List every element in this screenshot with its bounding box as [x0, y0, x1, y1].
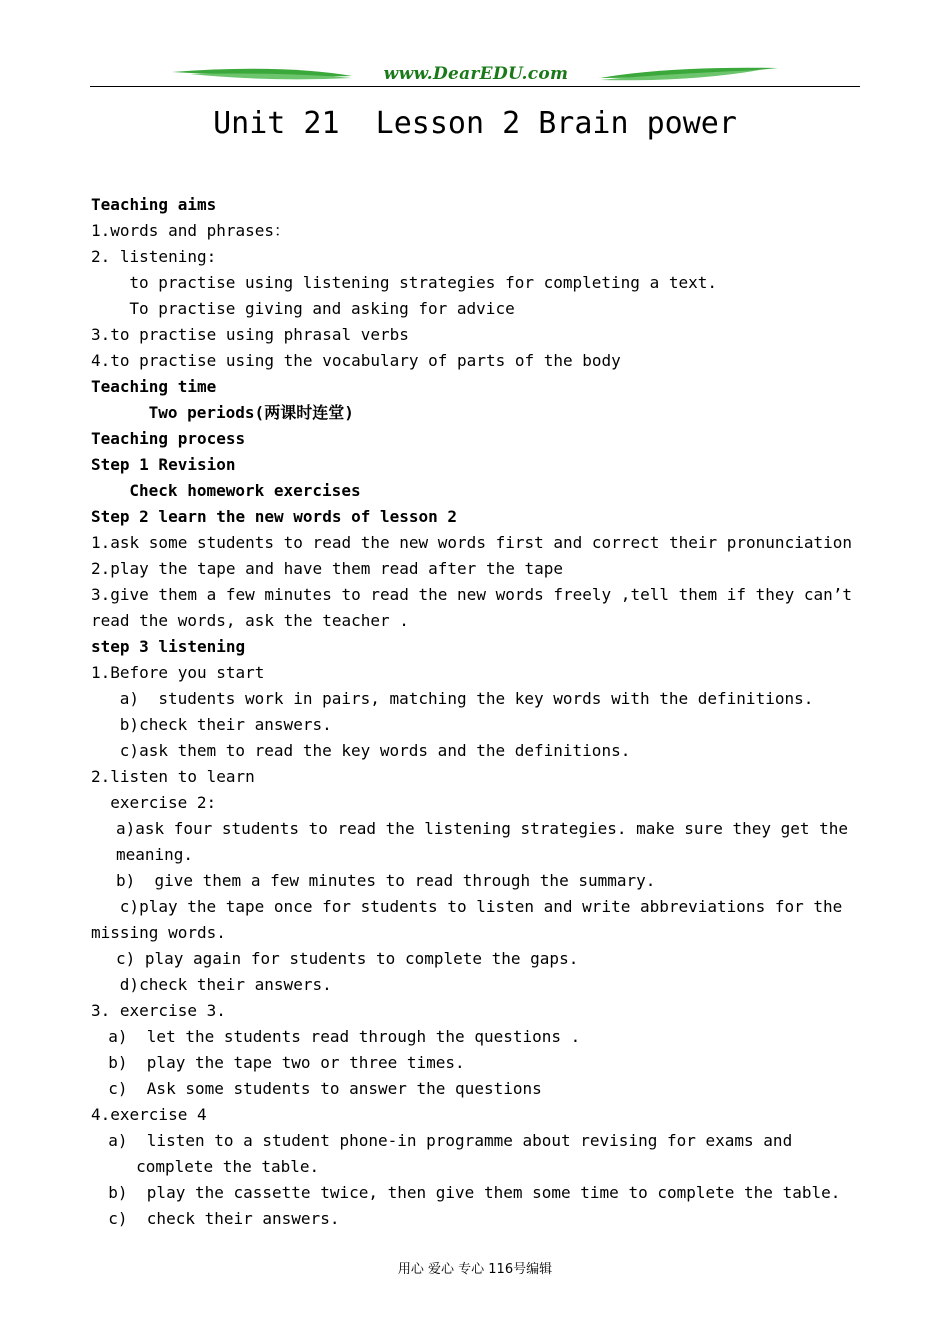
text-line: a)ask four students to read the listening strategies. make sure they get the [115, 819, 849, 838]
text-line: read the words, ask the teacher . [91, 611, 409, 630]
text-line: 3.to practise using phrasal verbs [91, 325, 409, 344]
text-line: 4.exercise 4 [91, 1105, 207, 1124]
site-header [90, 62, 860, 90]
section-heading: Teaching time [91, 377, 217, 396]
section-heading: step 3 listening [91, 637, 246, 656]
text-line: a) listen to a student phone-in programme about revising for exams and [108, 1131, 793, 1150]
site-logo: www.DearEDU.com [383, 64, 569, 84]
text-line: d)check their answers. [119, 975, 332, 994]
text-line: 2.listen to learn [91, 767, 255, 786]
header-rule [90, 86, 860, 87]
text-line: 4.to practise using the vocabulary of parts of the body [91, 351, 621, 370]
text-line: 3. exercise 3. [91, 1001, 226, 1020]
text-line: c)ask them to read the key words and the definitions. [119, 741, 631, 760]
section-heading: Teaching process [91, 429, 246, 448]
text-line: 1.Before you start [91, 663, 265, 682]
text-line: complete the table. [136, 1157, 320, 1176]
text-line: 2.play the tape and have them read after the tape [91, 559, 564, 578]
text-line: c) Ask some students to answer the questions [108, 1079, 542, 1098]
text-line: a) students work in pairs, matching the key words with the definitions. [119, 689, 814, 708]
text-line: To practise giving and asking for advice [129, 299, 515, 318]
text-line: missing words. [91, 923, 226, 942]
text-line: b)check their answers. [119, 715, 332, 734]
text-line: b) play the cassette twice, then give them some time to complete the table. [108, 1183, 841, 1202]
text-line: c)play the tape once for students to listen and write abbreviations for the [119, 897, 843, 916]
text-line: b) play the tape two or three times. [108, 1053, 465, 1072]
text-line: 1.words and phrases： [91, 221, 291, 240]
lesson-plan-body [91, 192, 871, 1232]
text-line: c) check their answers. [108, 1209, 340, 1228]
section-heading: Check homework exercises [129, 481, 361, 500]
page-title: Unit 21 Lesson 2 Brain power [213, 106, 737, 141]
text-line: to practise using listening strategies for completing a text. [129, 273, 717, 292]
section-heading: Step 2 learn the new words of lesson 2 [91, 507, 458, 526]
text-line: a) let the students read through the questions . [108, 1027, 581, 1046]
text-line: exercise 2: [110, 793, 217, 812]
section-heading: Two periods(两课时连堂) [148, 403, 354, 422]
text-line: b) give them a few minutes to read through the summary. [115, 871, 656, 890]
text-line: 1.ask some students to read the new words first and correct their pronunciation [91, 533, 852, 552]
page-footer: 用心 爱心 专心 116号编辑 [397, 1262, 553, 1277]
text-line: meaning. [115, 845, 194, 864]
section-heading: Step 1 Revision [91, 455, 236, 474]
section-heading: Teaching aims [91, 195, 217, 214]
text-line: c) play again for students to complete the gaps. [115, 949, 579, 968]
text-line: 2. listening: [91, 247, 217, 266]
text-line: 3.give them a few minutes to read the new words freely ,tell them if they can’t [91, 585, 852, 604]
